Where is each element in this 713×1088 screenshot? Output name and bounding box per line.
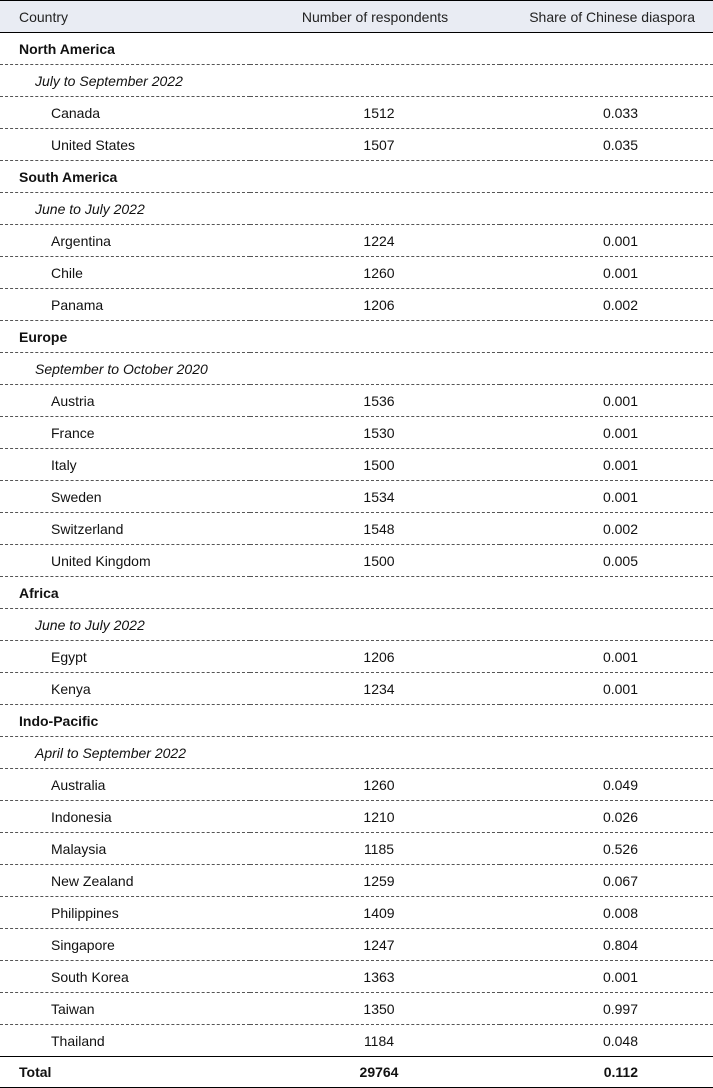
country-name: Panama — [0, 289, 250, 321]
respondent-count: 1260 — [250, 257, 500, 289]
table-row — [0, 897, 713, 929]
country-name: United States — [0, 129, 250, 161]
survey-period: June to July 2022 — [0, 193, 713, 225]
table-row — [0, 801, 713, 833]
region-row — [0, 33, 713, 65]
survey-period: April to September 2022 — [0, 737, 713, 769]
country-name: Italy — [0, 449, 250, 481]
region-row — [0, 161, 713, 193]
table-row — [0, 385, 713, 417]
total-row — [0, 1057, 713, 1088]
respondent-count: 1507 — [250, 129, 500, 161]
region-name: South America — [0, 161, 713, 193]
respondent-count: 1512 — [250, 97, 500, 129]
country-name: Philippines — [0, 897, 250, 929]
respondent-count: 1260 — [250, 769, 500, 801]
respondent-count: 1350 — [250, 993, 500, 1025]
respondent-count: 1206 — [250, 641, 500, 673]
diaspora-share: 0.008 — [500, 897, 713, 929]
respondent-count: 1500 — [250, 545, 500, 577]
table-row — [0, 865, 713, 897]
country-name: Sweden — [0, 481, 250, 513]
period-row — [0, 353, 713, 385]
period-row — [0, 609, 713, 641]
diaspora-share: 0.035 — [500, 129, 713, 161]
respondent-count: 1363 — [250, 961, 500, 993]
respondent-count: 1500 — [250, 449, 500, 481]
respondent-count: 1548 — [250, 513, 500, 545]
country-name: United Kingdom — [0, 545, 250, 577]
table-row — [0, 257, 713, 289]
respondent-count: 1184 — [250, 1025, 500, 1057]
region-name: Indo-Pacific — [0, 705, 713, 737]
table-row — [0, 641, 713, 673]
country-name: Argentina — [0, 225, 250, 257]
region-row — [0, 577, 713, 609]
diaspora-share: 0.001 — [500, 481, 713, 513]
country-name: Chile — [0, 257, 250, 289]
diaspora-share: 0.001 — [500, 641, 713, 673]
diaspora-share: 0.001 — [500, 449, 713, 481]
survey-period: September to October 2020 — [0, 353, 713, 385]
respondent-count: 1224 — [250, 225, 500, 257]
respondent-count: 1234 — [250, 673, 500, 705]
header-respondents: Number of respondents — [250, 1, 500, 33]
total-share: 0.112 — [500, 1057, 713, 1088]
country-name: Egypt — [0, 641, 250, 673]
region-row — [0, 705, 713, 737]
table-row — [0, 417, 713, 449]
region-name: Europe — [0, 321, 713, 353]
country-name: Taiwan — [0, 993, 250, 1025]
table-row — [0, 833, 713, 865]
country-name: Kenya — [0, 673, 250, 705]
respondent-count: 1530 — [250, 417, 500, 449]
table-row — [0, 993, 713, 1025]
country-name: Malaysia — [0, 833, 250, 865]
table-row — [0, 449, 713, 481]
diaspora-share: 0.001 — [500, 225, 713, 257]
region-name: North America — [0, 33, 713, 65]
diaspora-share: 0.997 — [500, 993, 713, 1025]
respondent-count: 1206 — [250, 289, 500, 321]
header-row — [0, 1, 713, 33]
table-row — [0, 929, 713, 961]
country-name: Austria — [0, 385, 250, 417]
respondent-count: 1185 — [250, 833, 500, 865]
respondent-count: 1247 — [250, 929, 500, 961]
country-name: Australia — [0, 769, 250, 801]
respondent-count: 1409 — [250, 897, 500, 929]
respondent-count: 1210 — [250, 801, 500, 833]
table-row — [0, 1025, 713, 1057]
diaspora-share: 0.526 — [500, 833, 713, 865]
diaspora-share: 0.048 — [500, 1025, 713, 1057]
diaspora-share: 0.002 — [500, 513, 713, 545]
diaspora-share: 0.049 — [500, 769, 713, 801]
table-row — [0, 225, 713, 257]
diaspora-share: 0.002 — [500, 289, 713, 321]
respondent-count: 1259 — [250, 865, 500, 897]
survey-period: July to September 2022 — [0, 65, 713, 97]
country-name: Thailand — [0, 1025, 250, 1057]
header-country: Country — [0, 1, 250, 33]
table-row — [0, 481, 713, 513]
country-name: Indonesia — [0, 801, 250, 833]
period-row — [0, 65, 713, 97]
diaspora-share: 0.005 — [500, 545, 713, 577]
table-body — [0, 33, 713, 1088]
country-name: South Korea — [0, 961, 250, 993]
table-row — [0, 289, 713, 321]
period-row — [0, 737, 713, 769]
table-header — [0, 1, 713, 33]
total-respondents: 29764 — [250, 1057, 500, 1088]
diaspora-share: 0.026 — [500, 801, 713, 833]
table-row — [0, 545, 713, 577]
table-row — [0, 129, 713, 161]
table-row — [0, 513, 713, 545]
diaspora-share: 0.001 — [500, 417, 713, 449]
table-row — [0, 769, 713, 801]
country-name: France — [0, 417, 250, 449]
diaspora-share: 0.033 — [500, 97, 713, 129]
header-share: Share of Chinese diaspora — [500, 1, 713, 33]
diaspora-share: 0.001 — [500, 673, 713, 705]
diaspora-share: 0.001 — [500, 961, 713, 993]
table-row — [0, 97, 713, 129]
country-name: Switzerland — [0, 513, 250, 545]
diaspora-share: 0.001 — [500, 385, 713, 417]
survey-period: June to July 2022 — [0, 609, 713, 641]
table-row — [0, 961, 713, 993]
country-name: Singapore — [0, 929, 250, 961]
country-name: Canada — [0, 97, 250, 129]
region-name: Africa — [0, 577, 713, 609]
period-row — [0, 193, 713, 225]
diaspora-share: 0.067 — [500, 865, 713, 897]
country-name: New Zealand — [0, 865, 250, 897]
region-row — [0, 321, 713, 353]
total-label: Total — [0, 1057, 250, 1088]
diaspora-share: 0.001 — [500, 257, 713, 289]
diaspora-share: 0.804 — [500, 929, 713, 961]
respondent-count: 1536 — [250, 385, 500, 417]
table-row — [0, 673, 713, 705]
respondent-count: 1534 — [250, 481, 500, 513]
